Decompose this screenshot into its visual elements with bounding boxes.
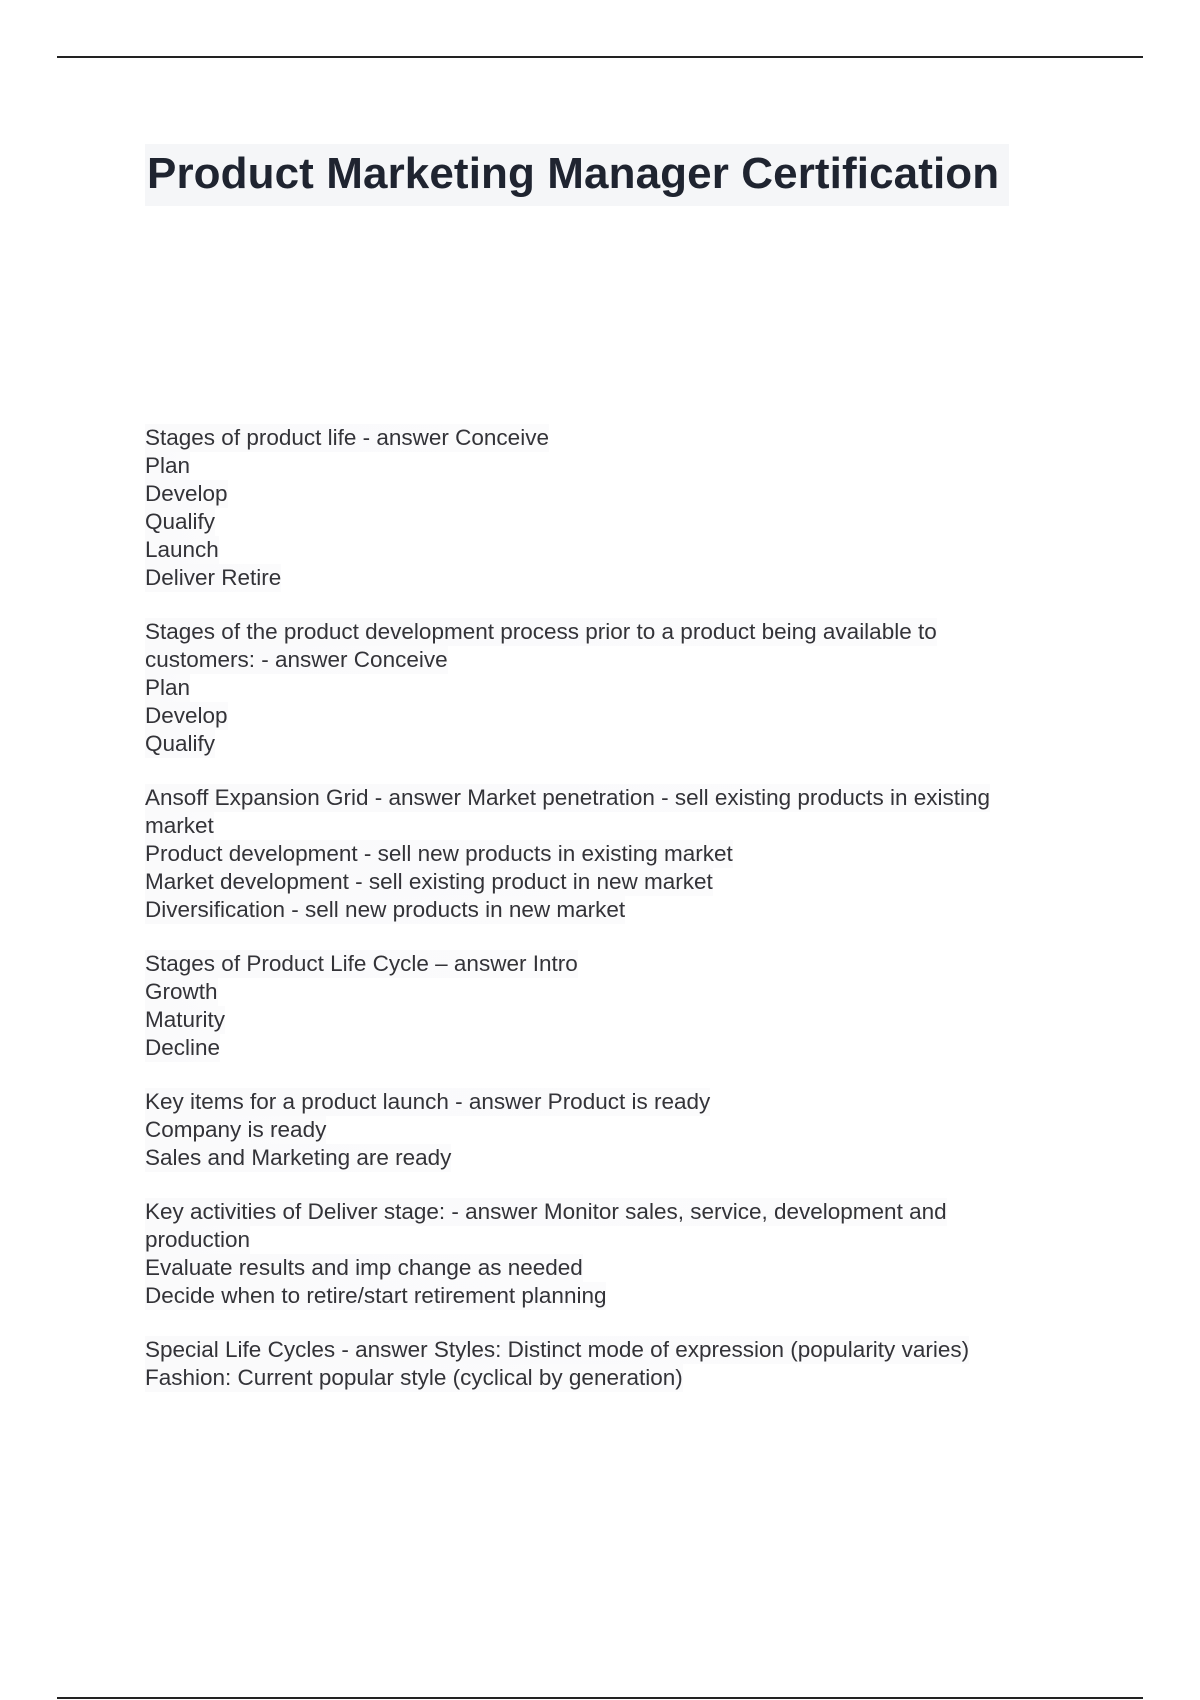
qa-line: Growth: [145, 979, 218, 1004]
qa-line: Product development - sell new products in existing market: [145, 841, 733, 866]
qa-line: Launch: [145, 537, 219, 562]
qa-line: Decide when to retire/start retirement planning: [145, 1283, 607, 1308]
qa-line: customers: - answer Conceive: [145, 647, 448, 672]
qa-item: [145, 784, 1105, 924]
bottom-divider: [57, 1697, 1143, 1699]
qa-line: Ansoff Expansion Grid - answer Market penetration - sell existing products in existing: [145, 785, 990, 810]
qa-line: Key items for a product launch - answer Product is ready: [145, 1089, 711, 1114]
qa-item: [145, 424, 1105, 592]
qa-line: Plan: [145, 453, 191, 478]
qa-item: [145, 1198, 1105, 1310]
qa-line: Special Life Cycles - answer Styles: Distinct mode of expression (popularity varies): [145, 1337, 970, 1362]
qa-line: Develop: [145, 703, 228, 728]
qa-item: [145, 1336, 1105, 1392]
qa-line: Qualify: [145, 509, 216, 534]
qa-line: Maturity: [145, 1007, 226, 1032]
qa-line: Evaluate results and imp change as needed: [145, 1255, 583, 1280]
qa-line: Qualify: [145, 731, 216, 756]
qa-line: market: [145, 813, 214, 838]
qa-line: Plan: [145, 675, 191, 700]
qa-line: Key activities of Deliver stage: - answer Monitor sales, service, development and: [145, 1199, 947, 1224]
qa-item: [145, 618, 1105, 758]
qa-line: Diversification - sell new products in new market: [145, 897, 626, 922]
page-title: Product Marketing Manager Certification: [145, 144, 1009, 206]
qa-line: Deliver Retire: [145, 565, 282, 590]
qa-line: Company is ready: [145, 1117, 327, 1142]
qa-line: Stages of the product development process prior to a product being available to: [145, 619, 937, 644]
qa-line: Market development - sell existing product in new market: [145, 869, 713, 894]
qa-item: [145, 1088, 1105, 1172]
top-divider: [57, 56, 1143, 58]
qa-line: production: [145, 1227, 251, 1252]
qa-list: [145, 424, 1105, 1418]
qa-line: Decline: [145, 1035, 221, 1060]
qa-line: Stages of Product Life Cycle – answer Intro: [145, 951, 578, 976]
qa-line: Stages of product life - answer Conceive: [145, 425, 549, 450]
qa-item: [145, 950, 1105, 1062]
qa-line: Fashion: Current popular style (cyclical by generation): [145, 1365, 683, 1390]
qa-line: Develop: [145, 481, 228, 506]
qa-line: Sales and Marketing are ready: [145, 1145, 452, 1170]
